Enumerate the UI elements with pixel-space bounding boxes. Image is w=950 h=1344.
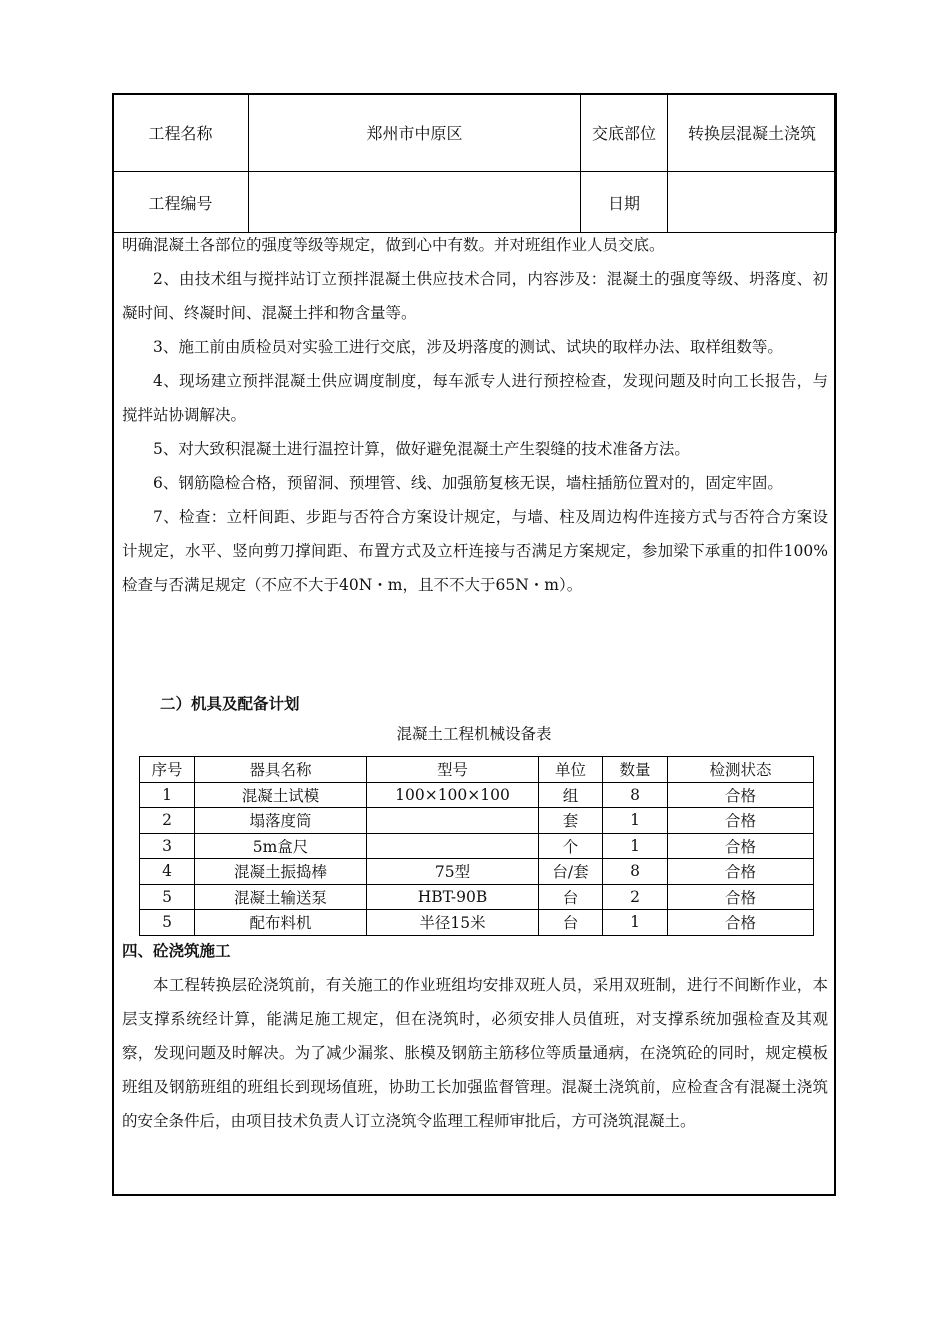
- paragraph-7: 7、检查：立杆间距、步距与否符合方案设计规定，与墙、柱及周边构件连接方式与否符合方案设计规定，水平、竖向剪刀撑间距、布置方式及立杆连接与否满足方案规定，参加梁下承重的扣件100%检查与否满足规定（不应不大于40N・m，且不不大于65N・m）。: [122, 508, 828, 594]
- cell-model: HBT-90B: [367, 884, 539, 910]
- cell-name: 塌落度筒: [195, 808, 367, 834]
- paragraph-2: 2、由技术组与搅拌站订立预拌混凝土供应技术合同，内容涉及：混凝土的强度等级、坍落度、初凝时间、终凝时间、混凝土拌和物含量等。: [122, 270, 828, 322]
- cell-status: 合格: [668, 859, 814, 885]
- cell-no: 3: [140, 833, 195, 859]
- cell-status: 合格: [668, 910, 814, 936]
- cell-status: 合格: [668, 884, 814, 910]
- header-table: [112, 93, 837, 233]
- paragraph-1: 明确混凝土各部位的强度等级等规定，做到心中有数。并对班组作业人员交底。: [122, 236, 665, 254]
- cell-status: 合格: [668, 782, 814, 808]
- table-row: [140, 884, 814, 910]
- cell-model: 半径15米: [367, 910, 539, 936]
- equipment-table: [139, 756, 814, 936]
- disclosure-value: 转换层混凝土浇筑: [668, 94, 837, 172]
- table-row: [140, 859, 814, 885]
- col-header-no: 序号: [140, 757, 195, 783]
- section-4-body: [122, 968, 828, 1138]
- disclosure-label: 交底部位: [581, 94, 668, 172]
- cell-name: 配布料机: [195, 910, 367, 936]
- section-2-title: 二）机具及配备计划: [160, 695, 300, 713]
- cell-qty: 1: [603, 808, 668, 834]
- paragraph-6: 6、钢筋隐检合格，预留洞、预埋管、线、加强筋复核无误，墙柱插筋位置对的，固定牢固。: [153, 474, 783, 492]
- col-header-qty: 数量: [603, 757, 668, 783]
- cell-no: 5: [140, 910, 195, 936]
- paragraph-4: 4、现场建立预拌混凝土供应调度制度，每车派专人进行预控检查，发现问题及时向工长报告，与搅拌站协调解决。: [122, 372, 828, 424]
- col-header-name: 器具名称: [195, 757, 367, 783]
- cell-qty: 8: [603, 859, 668, 885]
- cell-unit: 套: [539, 808, 603, 834]
- cell-qty: 2: [603, 884, 668, 910]
- cell-name: 混凝土振捣棒: [195, 859, 367, 885]
- body-paragraphs: [122, 228, 828, 602]
- cell-name: 混凝土试模: [195, 782, 367, 808]
- section-4-paragraph: 本工程转换层砼浇筑前，有关施工的作业班组均安排双班人员，采用双班制，进行不间断作业，本层支撑系统经计算，能满足施工规定，但在浇筑时，必须安排人员值班，对支撑系统加强检查及其观察，发现问题及时解决。为了减少漏浆、胀模及钢筋主筋移位等质量通病，在浇筑砼的同时，规定模板班组及钢筋班组的班组长到现场值班，协助工长加强监督管理。混凝土浇筑前，应检查含有混凝土浇筑的安全条件后，由项目技术负责人订立浇筑令监理工程师审批后，方可浇筑混凝土。: [122, 976, 828, 1130]
- cell-qty: 1: [603, 833, 668, 859]
- paragraph-5: 5、对大致积混凝土进行温控计算，做好避免混凝土产生裂缝的技术准备方法。: [153, 440, 690, 458]
- col-header-unit: 单位: [539, 757, 603, 783]
- cell-model: 75型: [367, 859, 539, 885]
- cell-status: 合格: [668, 833, 814, 859]
- table-row: [140, 910, 814, 936]
- table-row: [140, 833, 814, 859]
- cell-no: 4: [140, 859, 195, 885]
- cell-model: 100×100×100: [367, 782, 539, 808]
- table-row: [140, 808, 814, 834]
- cell-no: 5: [140, 884, 195, 910]
- date-label: 日期: [581, 172, 668, 233]
- cell-unit: 台: [539, 884, 603, 910]
- project-name-label: 工程名称: [113, 94, 249, 172]
- cell-status: 合格: [668, 808, 814, 834]
- col-header-status: 检测状态: [668, 757, 814, 783]
- cell-name: 5m盒尺: [195, 833, 367, 859]
- table-row: [140, 782, 814, 808]
- col-header-model: 型号: [367, 757, 539, 783]
- cell-no: 1: [140, 782, 195, 808]
- project-no-label: 工程编号: [113, 172, 249, 233]
- cell-unit: 台: [539, 910, 603, 936]
- cell-no: 2: [140, 808, 195, 834]
- cell-unit: 组: [539, 782, 603, 808]
- table-header-row: [140, 757, 814, 783]
- cell-name: 混凝土输送泵: [195, 884, 367, 910]
- section-4-title: 四、砼浇筑施工: [122, 942, 231, 960]
- project-no-value: [249, 172, 581, 233]
- cell-model: [367, 833, 539, 859]
- cell-model: [367, 808, 539, 834]
- table-caption: 混凝土工程机械设备表: [396, 725, 552, 743]
- paragraph-3: 3、施工前由质检员对实验工进行交底，涉及坍落度的测试、试块的取样办法、取样组数等。: [153, 338, 783, 356]
- project-name-value: 郑州市中原区: [249, 94, 581, 172]
- cell-unit: 个: [539, 833, 603, 859]
- cell-qty: 8: [603, 782, 668, 808]
- date-value: [668, 172, 837, 233]
- cell-unit: 台/套: [539, 859, 603, 885]
- cell-qty: 1: [603, 910, 668, 936]
